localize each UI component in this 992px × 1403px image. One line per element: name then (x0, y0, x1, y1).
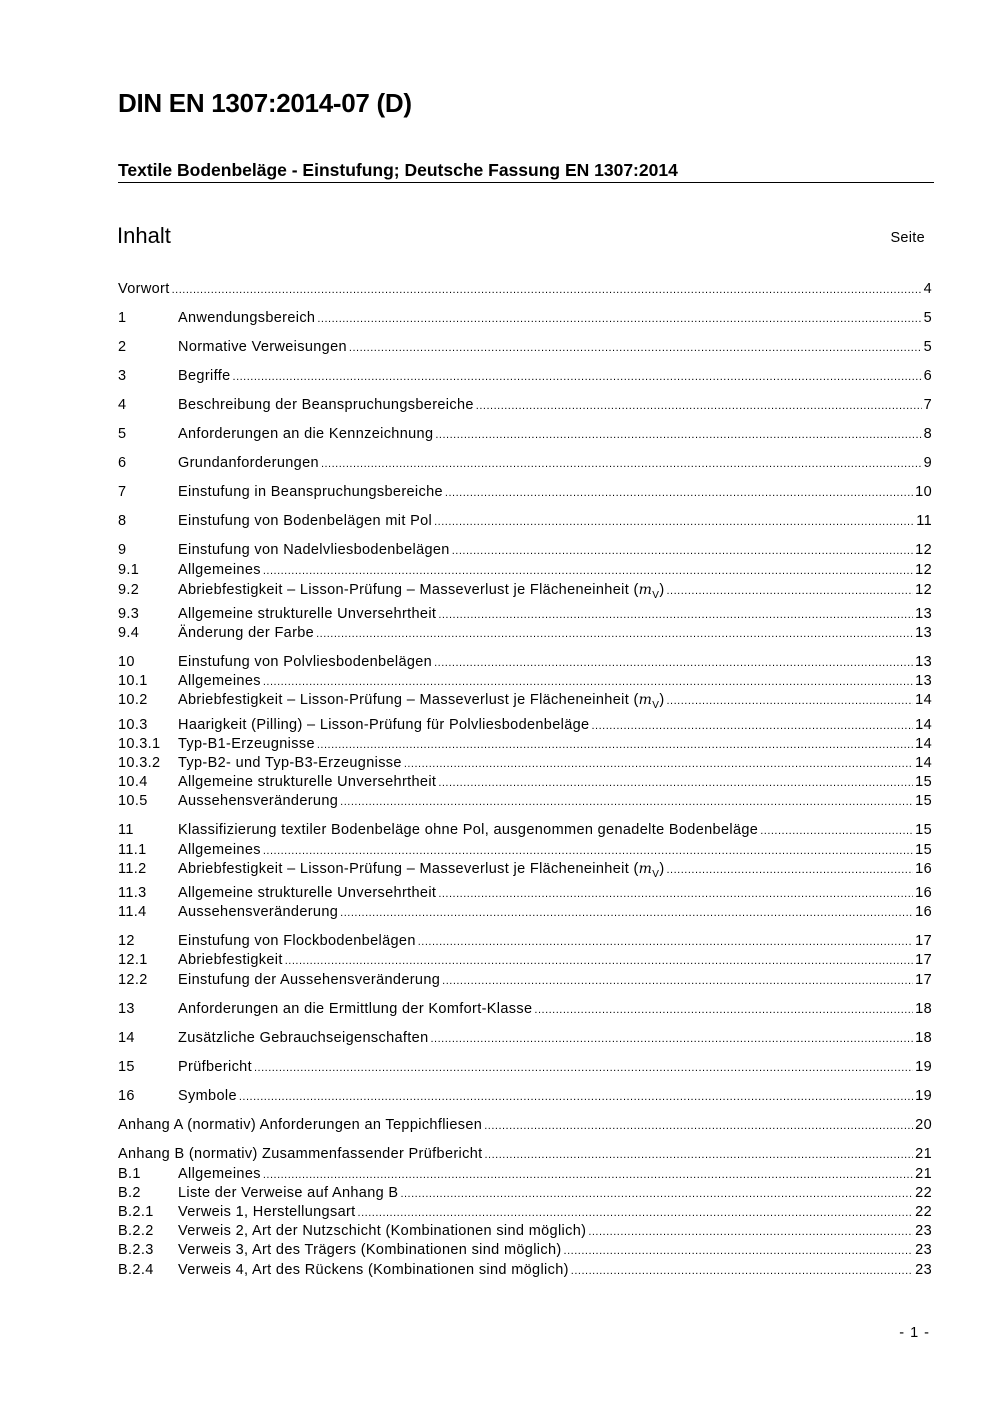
toc-entry[interactable] (118, 1202, 932, 1222)
toc-entry-label-text: Anhang A (normativ) Anforderungen an Teppichfliesen (118, 1117, 483, 1133)
mass-loss-symbol-letter: m (638, 861, 653, 877)
toc-entry-page: 11 (916, 513, 932, 529)
toc-entry-number: 10.4 (118, 774, 148, 790)
toc-entry-label (178, 970, 440, 990)
toc-entry-page: 17 (915, 933, 932, 949)
toc-entry-label-text: Vorwort (118, 281, 170, 297)
toc-entry-label-text: Verweis 2, Art der Nutzschicht (Kombinationen sind möglich) (178, 1223, 587, 1239)
toc-entry[interactable] (118, 453, 932, 473)
dot-leader (418, 932, 913, 952)
toc-entry-label (178, 366, 231, 386)
toc-entry-label-suffix: ) (659, 861, 665, 877)
toc-entry-number: 6 (118, 455, 127, 471)
dot-leader (442, 971, 913, 991)
dot-leader (400, 1184, 913, 1204)
dot-leader (438, 605, 913, 625)
mass-loss-symbol-subscript: V (652, 699, 660, 711)
dot-leader (321, 454, 922, 474)
toc-entry-label (178, 308, 315, 328)
dot-leader (435, 425, 921, 445)
toc-entry-number: 7 (118, 484, 127, 500)
dot-leader (434, 512, 914, 532)
toc-entry-label (178, 772, 436, 792)
toc-entry-number: 16 (118, 1088, 135, 1104)
toc-entry-label-text: Allgemeines (178, 842, 261, 858)
toc-entry-page: 9 (923, 455, 932, 471)
toc-entry-label (118, 1144, 483, 1164)
toc-entry-page: 18 (915, 1001, 932, 1017)
toc-entry[interactable] (118, 753, 932, 773)
toc-entry-label-text: Einstufung von Bodenbelägen mit Pol (178, 513, 433, 529)
dot-leader (317, 735, 913, 755)
toc-entry-label-text: Anforderungen an die Ermittlung der Komfort-Klasse (178, 1001, 533, 1017)
toc-entry-label (178, 950, 283, 970)
toc-entry[interactable] (118, 1164, 932, 1184)
toc-entry-label-text: Beschreibung der Beanspruchungsbereiche (178, 397, 474, 413)
toc-entry-number: 11.4 (118, 904, 147, 920)
toc-entry[interactable] (118, 1221, 932, 1241)
toc-entry-number: 12.1 (118, 952, 148, 968)
mass-loss-symbol-subscript: V (652, 868, 660, 880)
toc-entry[interactable] (118, 279, 932, 299)
toc-entry-number: 10.5 (118, 793, 148, 809)
toc-entry-page: 22 (915, 1185, 932, 1201)
mass-loss-symbol (638, 692, 660, 711)
dot-leader (172, 280, 922, 300)
dot-leader (438, 884, 913, 904)
toc-entry-page: 10 (915, 484, 932, 500)
toc-entry-label-text: Verweis 1, Herstellungsart (178, 1204, 356, 1220)
toc-entry-page: 14 (915, 736, 932, 752)
toc-entry-number: 4 (118, 397, 127, 413)
dot-leader (340, 903, 913, 923)
toc-entry-label (178, 580, 665, 606)
toc-entry-page: 23 (915, 1223, 932, 1239)
dot-leader (358, 1203, 914, 1223)
toc-entry-page: 6 (923, 368, 932, 384)
toc-entry-label (178, 671, 261, 691)
toc-entry[interactable] (118, 580, 932, 600)
toc-entry-number: 11.2 (118, 861, 147, 877)
toc-entry-label (178, 511, 432, 531)
toc-entry[interactable] (118, 623, 932, 643)
toc-entry-label (178, 715, 589, 735)
toc-entry-label-text: Einstufung von Flockbodenbelägen (178, 933, 416, 949)
toc-entry-label-text: Verweis 3, Art des Trägers (Kombinationen sind möglich) (178, 1242, 562, 1258)
toc-entry-label (178, 840, 261, 860)
toc-entry-number: 15 (118, 1059, 135, 1075)
toc-entry-number: 12 (118, 933, 135, 949)
mass-loss-symbol (638, 861, 660, 880)
toc-entry-number: 10 (118, 654, 135, 670)
toc-entry-label (178, 453, 319, 473)
toc-entry-label-text: Allgemeines (178, 1166, 261, 1182)
toc-entry-label (178, 424, 433, 444)
toc-entry-number: B.1 (118, 1166, 141, 1182)
toc-entry-page: 17 (915, 952, 932, 968)
toc-entry-page: 14 (915, 692, 932, 708)
toc-entry[interactable] (118, 970, 932, 990)
toc-entry-number: 13 (118, 1001, 135, 1017)
toc-entry-number: 10.3.1 (118, 736, 161, 752)
toc-entry-number: B.2.3 (118, 1242, 154, 1258)
toc-entry-page: 12 (915, 582, 932, 598)
toc-entry-page: 13 (915, 654, 932, 670)
toc-entry-page: 15 (915, 842, 932, 858)
toc-entry-number: 10.1 (118, 673, 148, 689)
toc-entry-page: 5 (923, 310, 932, 326)
toc-entry-page: 23 (915, 1242, 932, 1258)
dot-leader (404, 754, 913, 774)
toc-entry-label-text: Symbole (178, 1088, 237, 1104)
toc-entry-number: 11 (118, 822, 134, 838)
toc-entry-page: 8 (923, 426, 932, 442)
dot-leader (667, 691, 914, 711)
toc-entry-label-text: Einstufung in Beanspruchungsbereiche (178, 484, 443, 500)
dot-leader (317, 309, 921, 329)
toc-entry-label-text: Änderung der Farbe (178, 625, 315, 641)
toc-entry[interactable] (118, 859, 932, 879)
toc-entry-number: 5 (118, 426, 127, 442)
toc-entry-label (178, 820, 758, 840)
toc-entry-label-text: Allgemeine strukturelle Unversehrtheit (178, 606, 437, 622)
toc-entry-label-text: Begriffe (178, 368, 231, 384)
toc-entry-label-text: Zusätzliche Gebrauchseigenschaften (178, 1030, 429, 1046)
toc-entry-label (178, 999, 532, 1019)
toc-entry[interactable] (118, 366, 932, 386)
toc-entry-label (178, 931, 416, 951)
toc-entry-page: 21 (915, 1146, 932, 1162)
toc-entry-label-text: Typ-B1-Erzeugnisse (178, 736, 315, 752)
dot-leader (667, 581, 914, 601)
dot-leader (534, 1000, 913, 1020)
mass-loss-symbol (638, 582, 660, 601)
toc-entry-label-text: Typ-B2- und Typ-B3-Erzeugnisse (178, 755, 402, 771)
toc-entry[interactable] (118, 1144, 932, 1164)
page-column-label: Seite (890, 230, 925, 246)
toc-entry-page: 22 (915, 1204, 932, 1220)
toc-entry-label (178, 753, 402, 773)
toc-entry-number: 9.4 (118, 625, 140, 641)
toc-entry-number: 9.1 (118, 562, 140, 578)
toc-entry-label-text: Prüfbericht (178, 1059, 252, 1075)
dot-leader (340, 792, 913, 812)
dot-leader (438, 773, 913, 793)
dot-leader (591, 716, 913, 736)
document-title: DIN EN 1307:2014-07 (D) (118, 88, 412, 118)
toc-entry-number: 8 (118, 513, 127, 529)
toc-entry-number: 3 (118, 368, 127, 384)
toc-entry-label-text: Einstufung von Nadelvliesbodenbelägen (178, 542, 450, 558)
toc-entry-label (178, 623, 314, 643)
toc-entry-label (178, 734, 315, 754)
dot-leader (760, 821, 913, 841)
toc-entry-number: 9 (118, 542, 127, 558)
toc-entry-page: 15 (915, 793, 932, 809)
toc-entry-page: 19 (915, 1088, 932, 1104)
toc-entry[interactable] (118, 511, 932, 531)
toc-entry-number: 10.3 (118, 717, 148, 733)
toc-entry-number: 9.2 (118, 582, 140, 598)
toc-entry-page: 14 (915, 717, 932, 733)
toc-entry-page: 13 (915, 625, 932, 641)
toc-entry[interactable] (118, 999, 932, 1019)
toc-entry-page: 18 (915, 1030, 932, 1046)
toc-entry-number: B.2.2 (118, 1223, 154, 1239)
toc-entry-number: 9.3 (118, 606, 140, 622)
toc-entry[interactable] (118, 395, 932, 415)
page-number: - 1 - (899, 1325, 930, 1341)
dot-leader (263, 1165, 913, 1185)
document-subtitle: Textile Bodenbeläge - Einstufung; Deutsche Fassung EN 1307:2014 (118, 160, 678, 180)
toc-entry-label (178, 883, 436, 903)
toc-entry-label-text: Normative Verweisungen (178, 339, 347, 355)
toc-entry[interactable] (118, 560, 932, 580)
mass-loss-symbol-letter: m (638, 582, 653, 598)
toc-entry[interactable] (118, 883, 932, 903)
toc-entry-label (118, 1115, 482, 1135)
dot-leader (667, 860, 914, 880)
dot-leader (233, 367, 922, 387)
toc-entry-label-text: Verweis 4, Art des Rückens (Kombinationen sind möglich) (178, 1262, 569, 1278)
toc-entry-label (178, 652, 432, 672)
dot-leader (316, 624, 913, 644)
toc-entry[interactable] (118, 1028, 932, 1048)
toc-entry-page: 16 (915, 904, 932, 920)
toc-entry-label-text: Allgemeines (178, 562, 261, 578)
toc-entry-label (178, 1202, 356, 1222)
toc-entry-label-text: Abriebfestigkeit (178, 952, 283, 968)
toc-entry-page: 7 (923, 397, 932, 413)
toc-entry-label-text: Allgemeine strukturelle Unversehrtheit (178, 774, 437, 790)
toc-entry[interactable] (118, 690, 932, 710)
toc-entry-page: 14 (915, 755, 932, 771)
dot-leader (571, 1261, 913, 1281)
toc-entry-number: 10.3.2 (118, 755, 161, 771)
dot-leader (239, 1087, 913, 1107)
toc-entry-label (178, 1086, 237, 1106)
toc-entry-label (178, 690, 665, 716)
dot-leader (430, 1029, 913, 1049)
toc-entry-label-text: Einstufung der Aussehensveränderung (178, 972, 441, 988)
toc-entry-label (118, 279, 170, 299)
toc-entry-label (178, 482, 443, 502)
toc-entry-number: B.2 (118, 1185, 141, 1201)
mass-loss-symbol-letter: m (638, 692, 653, 708)
toc-entry-label-text: Allgemeine strukturelle Unversehrtheit (178, 885, 437, 901)
toc-entry-page: 13 (915, 673, 932, 689)
toc-entry-label (178, 1260, 569, 1280)
toc-entry-label (178, 604, 436, 624)
toc-entry-page: 17 (915, 972, 932, 988)
toc-entry-label-text: Aussehensveränderung (178, 793, 339, 809)
dot-leader (445, 483, 913, 503)
toc-entry-page: 15 (915, 822, 932, 838)
toc-entry[interactable] (118, 772, 932, 792)
toc-entry-label (178, 395, 474, 415)
toc-entry-number: 14 (118, 1030, 135, 1046)
dot-leader (484, 1116, 913, 1136)
toc-entry-label (178, 540, 450, 560)
toc-entry[interactable] (118, 820, 932, 840)
dot-leader (476, 396, 922, 416)
toc-entry-page: 13 (915, 606, 932, 622)
toc-entry-label (178, 337, 347, 357)
dot-leader (263, 561, 913, 581)
toc-entry[interactable] (118, 337, 932, 357)
toc-entry-page: 4 (923, 281, 932, 297)
toc-entry-label (178, 1240, 562, 1260)
toc-entry[interactable] (118, 671, 932, 691)
toc-entry[interactable] (118, 1115, 932, 1135)
toc-entry-number: 12.2 (118, 972, 148, 988)
toc-entry-label-text: Abriebfestigkeit – Lisson-Prüfung – Masseverlust je Flächeneinheit ( (178, 692, 639, 708)
toc-entry-label (178, 859, 665, 885)
toc-entry-label-text: Grundanforderungen (178, 455, 319, 471)
toc-entry[interactable] (118, 1086, 932, 1106)
toc-entry-label (178, 902, 338, 922)
toc-entry-label-text: Klassifizierung textiler Bodenbeläge ohne Pol, ausgenommen genadelte Bodenbeläge (178, 822, 759, 838)
toc-entry[interactable] (118, 482, 932, 502)
toc-entry-label (178, 1057, 252, 1077)
toc-entry-label-text: Allgemeines (178, 673, 261, 689)
toc-entry[interactable] (118, 652, 932, 672)
toc-entry[interactable] (118, 931, 932, 951)
toc-entry-page: 5 (923, 339, 932, 355)
toc-heading: Inhalt (117, 223, 171, 248)
toc-entry-label (178, 791, 338, 811)
mass-loss-symbol-subscript: V (652, 589, 660, 601)
toc-entry[interactable] (118, 540, 932, 560)
toc-entry-label (178, 1221, 586, 1241)
toc-entry-label-text: Abriebfestigkeit – Lisson-Prüfung – Masseverlust je Flächeneinheit ( (178, 582, 639, 598)
toc-entry-label (178, 1028, 428, 1048)
toc-entry-label-text: Abriebfestigkeit – Lisson-Prüfung – Masseverlust je Flächeneinheit ( (178, 861, 639, 877)
toc-entry-page: 21 (915, 1166, 932, 1182)
toc-entry-number: B.2.4 (118, 1262, 154, 1278)
toc-entry[interactable] (118, 840, 932, 860)
toc-entry-page: 12 (915, 542, 932, 558)
toc-entry-label-text: Anwendungsbereich (178, 310, 316, 326)
toc-entry-page: 16 (915, 861, 932, 877)
toc-entry-label-text: Liste der Verweise auf Anhang B (178, 1185, 399, 1201)
toc-entry[interactable] (118, 1057, 932, 1077)
dot-leader (254, 1058, 913, 1078)
toc-entry-label (178, 1164, 261, 1184)
toc-entry-page: 20 (915, 1117, 932, 1133)
toc-entry-number: 1 (118, 310, 127, 326)
toc-entry[interactable] (118, 1183, 932, 1203)
toc-entry-page: 23 (915, 1262, 932, 1278)
dot-leader (588, 1222, 913, 1242)
toc-entry-label (178, 560, 261, 580)
toc-entry-page: 15 (915, 774, 932, 790)
toc-entry[interactable] (118, 734, 932, 754)
toc-entry[interactable] (118, 604, 932, 624)
toc-entry-number: 10.2 (118, 692, 148, 708)
toc-entry-number: 11.3 (118, 885, 147, 901)
toc-entry[interactable] (118, 424, 932, 444)
toc-entry-number: B.2.1 (118, 1204, 154, 1220)
toc-entry[interactable] (118, 1240, 932, 1260)
dot-leader (263, 841, 913, 861)
dot-leader (452, 541, 913, 561)
toc-entry-label-suffix: ) (659, 582, 665, 598)
toc-entry-label-text: Aussehensveränderung (178, 904, 339, 920)
toc-entry-number: 2 (118, 339, 127, 355)
dot-leader (285, 951, 913, 971)
toc-entry[interactable] (118, 902, 932, 922)
toc-entry[interactable] (118, 715, 932, 735)
toc-entry-label-text: Haarigkeit (Pilling) – Lisson-Prüfung für Polvliesbodenbeläge (178, 717, 590, 733)
toc-entry-number: 11.1 (118, 842, 147, 858)
toc-entry[interactable] (118, 791, 932, 811)
toc-entry-label-suffix: ) (659, 692, 665, 708)
dot-leader (349, 338, 922, 358)
dot-leader (434, 653, 913, 673)
toc-entry[interactable] (118, 950, 932, 970)
dot-leader (263, 672, 913, 692)
toc-entry[interactable] (118, 308, 932, 328)
toc-entry-label-text: Anforderungen an die Kennzeichnung (178, 426, 434, 442)
toc-entry-page: 12 (915, 562, 932, 578)
toc-entry-label-text: Anhang B (normativ) Zusammenfassender Prüfbericht (118, 1146, 483, 1162)
toc-entry-label (178, 1183, 398, 1203)
toc-entry[interactable] (118, 1260, 932, 1280)
dot-leader (485, 1145, 914, 1165)
dot-leader (564, 1241, 914, 1261)
toc-entry-page: 19 (915, 1059, 932, 1075)
title-rule (118, 182, 934, 183)
toc-entry-page: 16 (915, 885, 932, 901)
toc-entry-label-text: Einstufung von Polvliesbodenbelägen (178, 654, 433, 670)
